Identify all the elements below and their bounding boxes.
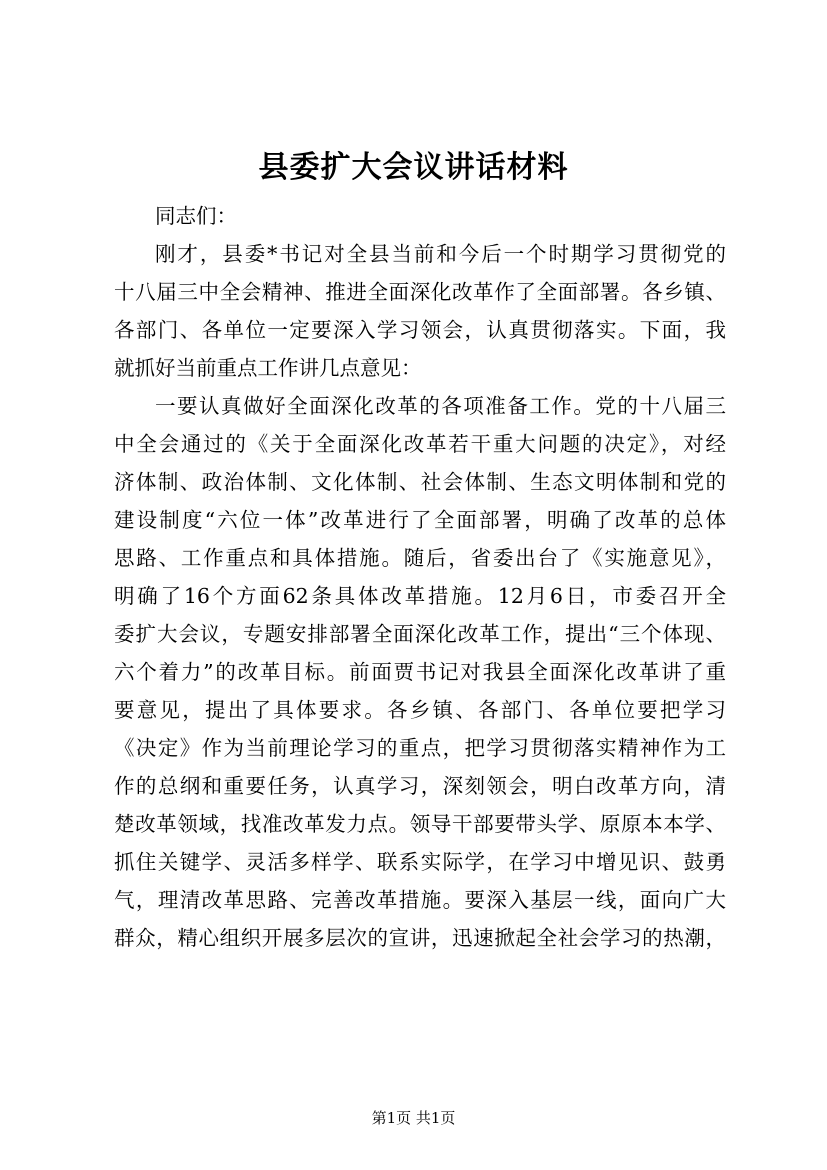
document-body	[114, 197, 726, 957]
text-line: 明确了16个方面62条具体改革措施。12月6日，市委召开全	[114, 584, 726, 608]
text-line: 各部门、各单位一定要深入学习领会，认真贯彻落实。下面，我	[114, 318, 726, 342]
text-line: 抓住关键学、灵活多样学、联系实际学，在学习中增见识、鼓勇	[114, 850, 726, 874]
text-line: 济体制、政治体制、文化体制、社会体制、生态文明体制和党的	[114, 470, 726, 494]
text-line: 群众，精心组织开展多层次的宣讲，迅速掀起全社会学习的热潮，	[114, 926, 726, 950]
text-line: 气，理清改革思路、完善改革措施。要深入基层一线，面向广大	[114, 888, 726, 912]
text-line: 中全会通过的《关于全面深化改革若干重大问题的决定》，对经	[114, 432, 726, 456]
text-line: 思路、工作重点和具体措施。随后，省委出台了《实施意见》，	[114, 546, 726, 570]
text-line: 刚才，县委*书记对全县当前和今后一个时期学习贯彻党的	[155, 242, 726, 266]
text-line: 委扩大会议，专题安排部署全面深化改革工作，提出“三个体现、	[114, 622, 726, 646]
text-line: 作的总纲和重要任务，认真学习，深刻领会，明白改革方向，清	[114, 774, 726, 798]
salutation: 同志们：	[155, 204, 237, 228]
text-line: 《决定》作为当前理论学习的重点，把学习贯彻落实精神作为工	[114, 736, 726, 760]
text-line: 楚改革领域，找准改革发力点。领导干部要带头学、原原本本学、	[114, 812, 726, 836]
text-line: 六个着力”的改革目标。前面贾书记对我县全面深化改革讲了重	[114, 660, 726, 684]
page-footer: 第1页 共1页	[371, 1109, 456, 1127]
text-line: 十八届三中全会精神、推进全面深化改革作了全面部署。各乡镇、	[114, 280, 726, 304]
document-title: 县委扩大会议讲话材料	[258, 150, 569, 185]
text-line: 就抓好当前重点工作讲几点意见：	[114, 356, 422, 380]
text-line: 一要认真做好全面深化改革的各项准备工作。党的十八届三	[155, 394, 726, 418]
text-line: 建设制度“六位一体”改革进行了全面部署，明确了改革的总体	[114, 508, 726, 532]
text-line: 要意见，提出了具体要求。各乡镇、各部门、各单位要把学习	[114, 698, 726, 722]
